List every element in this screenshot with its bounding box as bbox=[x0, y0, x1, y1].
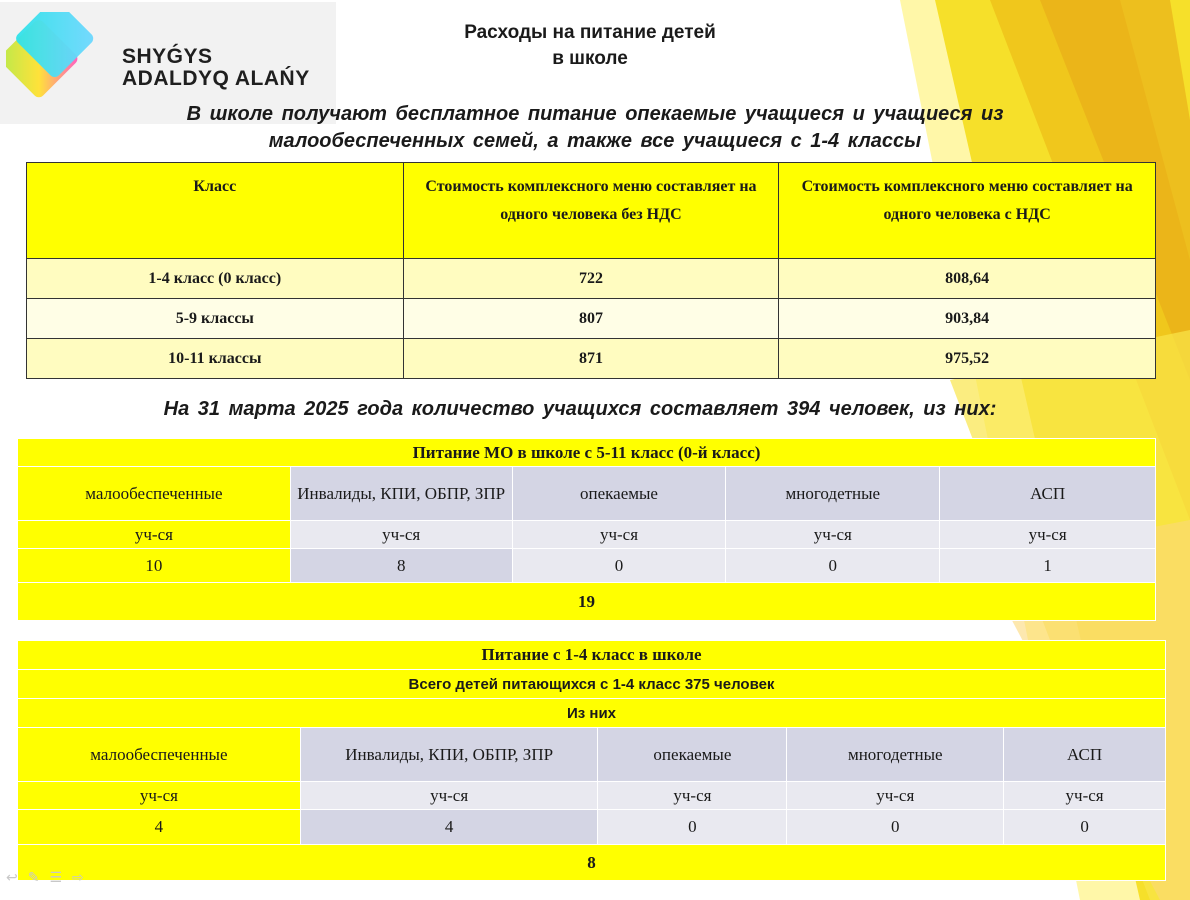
table-cell: 1-4 класс (0 класс) bbox=[27, 259, 404, 299]
page-title-line-1: Расходы на питание детей bbox=[464, 22, 716, 43]
page-title-line-2: в школе bbox=[552, 48, 628, 69]
category-cell: малообеспеченные bbox=[18, 467, 291, 521]
unit-row bbox=[18, 782, 1166, 810]
total-row bbox=[18, 583, 1156, 621]
logo-line-2: ADALDYQ ALAŃY bbox=[122, 67, 310, 90]
table-cell: 722 bbox=[403, 259, 779, 299]
value-cell: 4 bbox=[18, 810, 301, 845]
total-cell: 8 bbox=[18, 845, 1166, 881]
mo-meals-table bbox=[17, 438, 1156, 621]
category-cell: многодетные bbox=[787, 728, 1004, 782]
table-title: Питание МО в школе с 5-11 класс (0-й класс) bbox=[18, 439, 1156, 467]
table-row bbox=[27, 299, 1156, 339]
table-cell: 10-11 классы bbox=[27, 339, 404, 379]
unit-cell: уч-ся bbox=[18, 521, 291, 549]
unit-cell: уч-ся bbox=[787, 782, 1004, 810]
intro-line-2: малообеспеченных семей, а также все учащиеся с 1-4 классы bbox=[268, 130, 922, 152]
unit-row bbox=[18, 521, 1156, 549]
value-cell: 0 bbox=[1004, 810, 1166, 845]
intro-line-1: В школе получают бесплатное питание опекаемые учащиеся и учащиеся из bbox=[186, 103, 1004, 125]
total-children-cell: Всего детей питающихся с 1-4 класс 375 человек bbox=[18, 670, 1166, 699]
category-cell: малообеспеченные bbox=[18, 728, 301, 782]
unit-cell: уч-ся bbox=[290, 521, 512, 549]
logo-mark-icon bbox=[6, 12, 111, 114]
category-cell: Инвалиды, КПИ, ОБПР, ЗПР bbox=[290, 467, 512, 521]
table-row bbox=[27, 259, 1156, 299]
header-cell: Стоимость комплексного меню составляет на одного человека с НДС bbox=[779, 163, 1156, 259]
value-cell: 0 bbox=[726, 549, 940, 583]
subheader-row bbox=[18, 670, 1166, 699]
slide-nav-controls bbox=[6, 870, 84, 886]
unit-cell: уч-ся bbox=[300, 782, 598, 810]
unit-cell: уч-ся bbox=[598, 782, 787, 810]
header-cell: Стоимость комплексного меню составляет на одного человека без НДС bbox=[403, 163, 779, 259]
table-cell: 808,64 bbox=[779, 259, 1156, 299]
table-cell: 871 bbox=[403, 339, 779, 379]
value-cell: 1 bbox=[940, 549, 1156, 583]
page-title bbox=[380, 20, 800, 72]
table-cell: 807 bbox=[403, 299, 779, 339]
category-row bbox=[18, 467, 1156, 521]
table-cell: 903,84 bbox=[779, 299, 1156, 339]
of-them-cell: Из них bbox=[18, 699, 1166, 728]
category-cell: опекаемые bbox=[598, 728, 787, 782]
table-cell: 5-9 классы bbox=[27, 299, 404, 339]
category-cell: многодетные bbox=[726, 467, 940, 521]
pen-icon[interactable]: ✎ bbox=[27, 870, 40, 886]
total-cell: 19 bbox=[18, 583, 1156, 621]
previous-slide-icon[interactable]: ↩ bbox=[6, 870, 18, 886]
unit-cell: уч-ся bbox=[1004, 782, 1166, 810]
category-cell: АСП bbox=[940, 467, 1156, 521]
category-row bbox=[18, 728, 1166, 782]
table-cell: 975,52 bbox=[779, 339, 1156, 379]
value-cell: 8 bbox=[290, 549, 512, 583]
primary-meals-table bbox=[17, 640, 1166, 881]
table-header-row bbox=[18, 641, 1166, 670]
value-cell: 10 bbox=[18, 549, 291, 583]
table-title: Питание с 1-4 класс в школе bbox=[18, 641, 1166, 670]
value-row bbox=[18, 549, 1156, 583]
header-cell: Класс bbox=[27, 163, 404, 259]
next-slide-icon[interactable]: ⇨ bbox=[72, 870, 84, 886]
intro-text bbox=[90, 101, 1100, 155]
total-row bbox=[18, 845, 1166, 881]
unit-cell: уч-ся bbox=[512, 521, 726, 549]
category-cell: Инвалиды, КПИ, ОБПР, ЗПР bbox=[300, 728, 598, 782]
logo-line-1: SHYǴYS bbox=[122, 45, 213, 68]
value-cell: 4 bbox=[300, 810, 598, 845]
value-row bbox=[18, 810, 1166, 845]
unit-cell: уч-ся bbox=[940, 521, 1156, 549]
menu-cost-table bbox=[26, 162, 1156, 379]
category-cell: опекаемые bbox=[512, 467, 726, 521]
category-cell: АСП bbox=[1004, 728, 1166, 782]
unit-cell: уч-ся bbox=[726, 521, 940, 549]
table-row bbox=[27, 339, 1156, 379]
table-header-row bbox=[18, 439, 1156, 467]
table-header-row bbox=[27, 163, 1156, 259]
value-cell: 0 bbox=[512, 549, 726, 583]
menu-icon[interactable]: ☰ bbox=[49, 870, 63, 886]
unit-cell: уч-ся bbox=[18, 782, 301, 810]
value-cell: 0 bbox=[787, 810, 1004, 845]
value-cell: 0 bbox=[598, 810, 787, 845]
student-count-text: На 31 марта 2025 года количество учащихся составляет 394 человек, из них: bbox=[163, 398, 997, 420]
subheader-row bbox=[18, 699, 1166, 728]
